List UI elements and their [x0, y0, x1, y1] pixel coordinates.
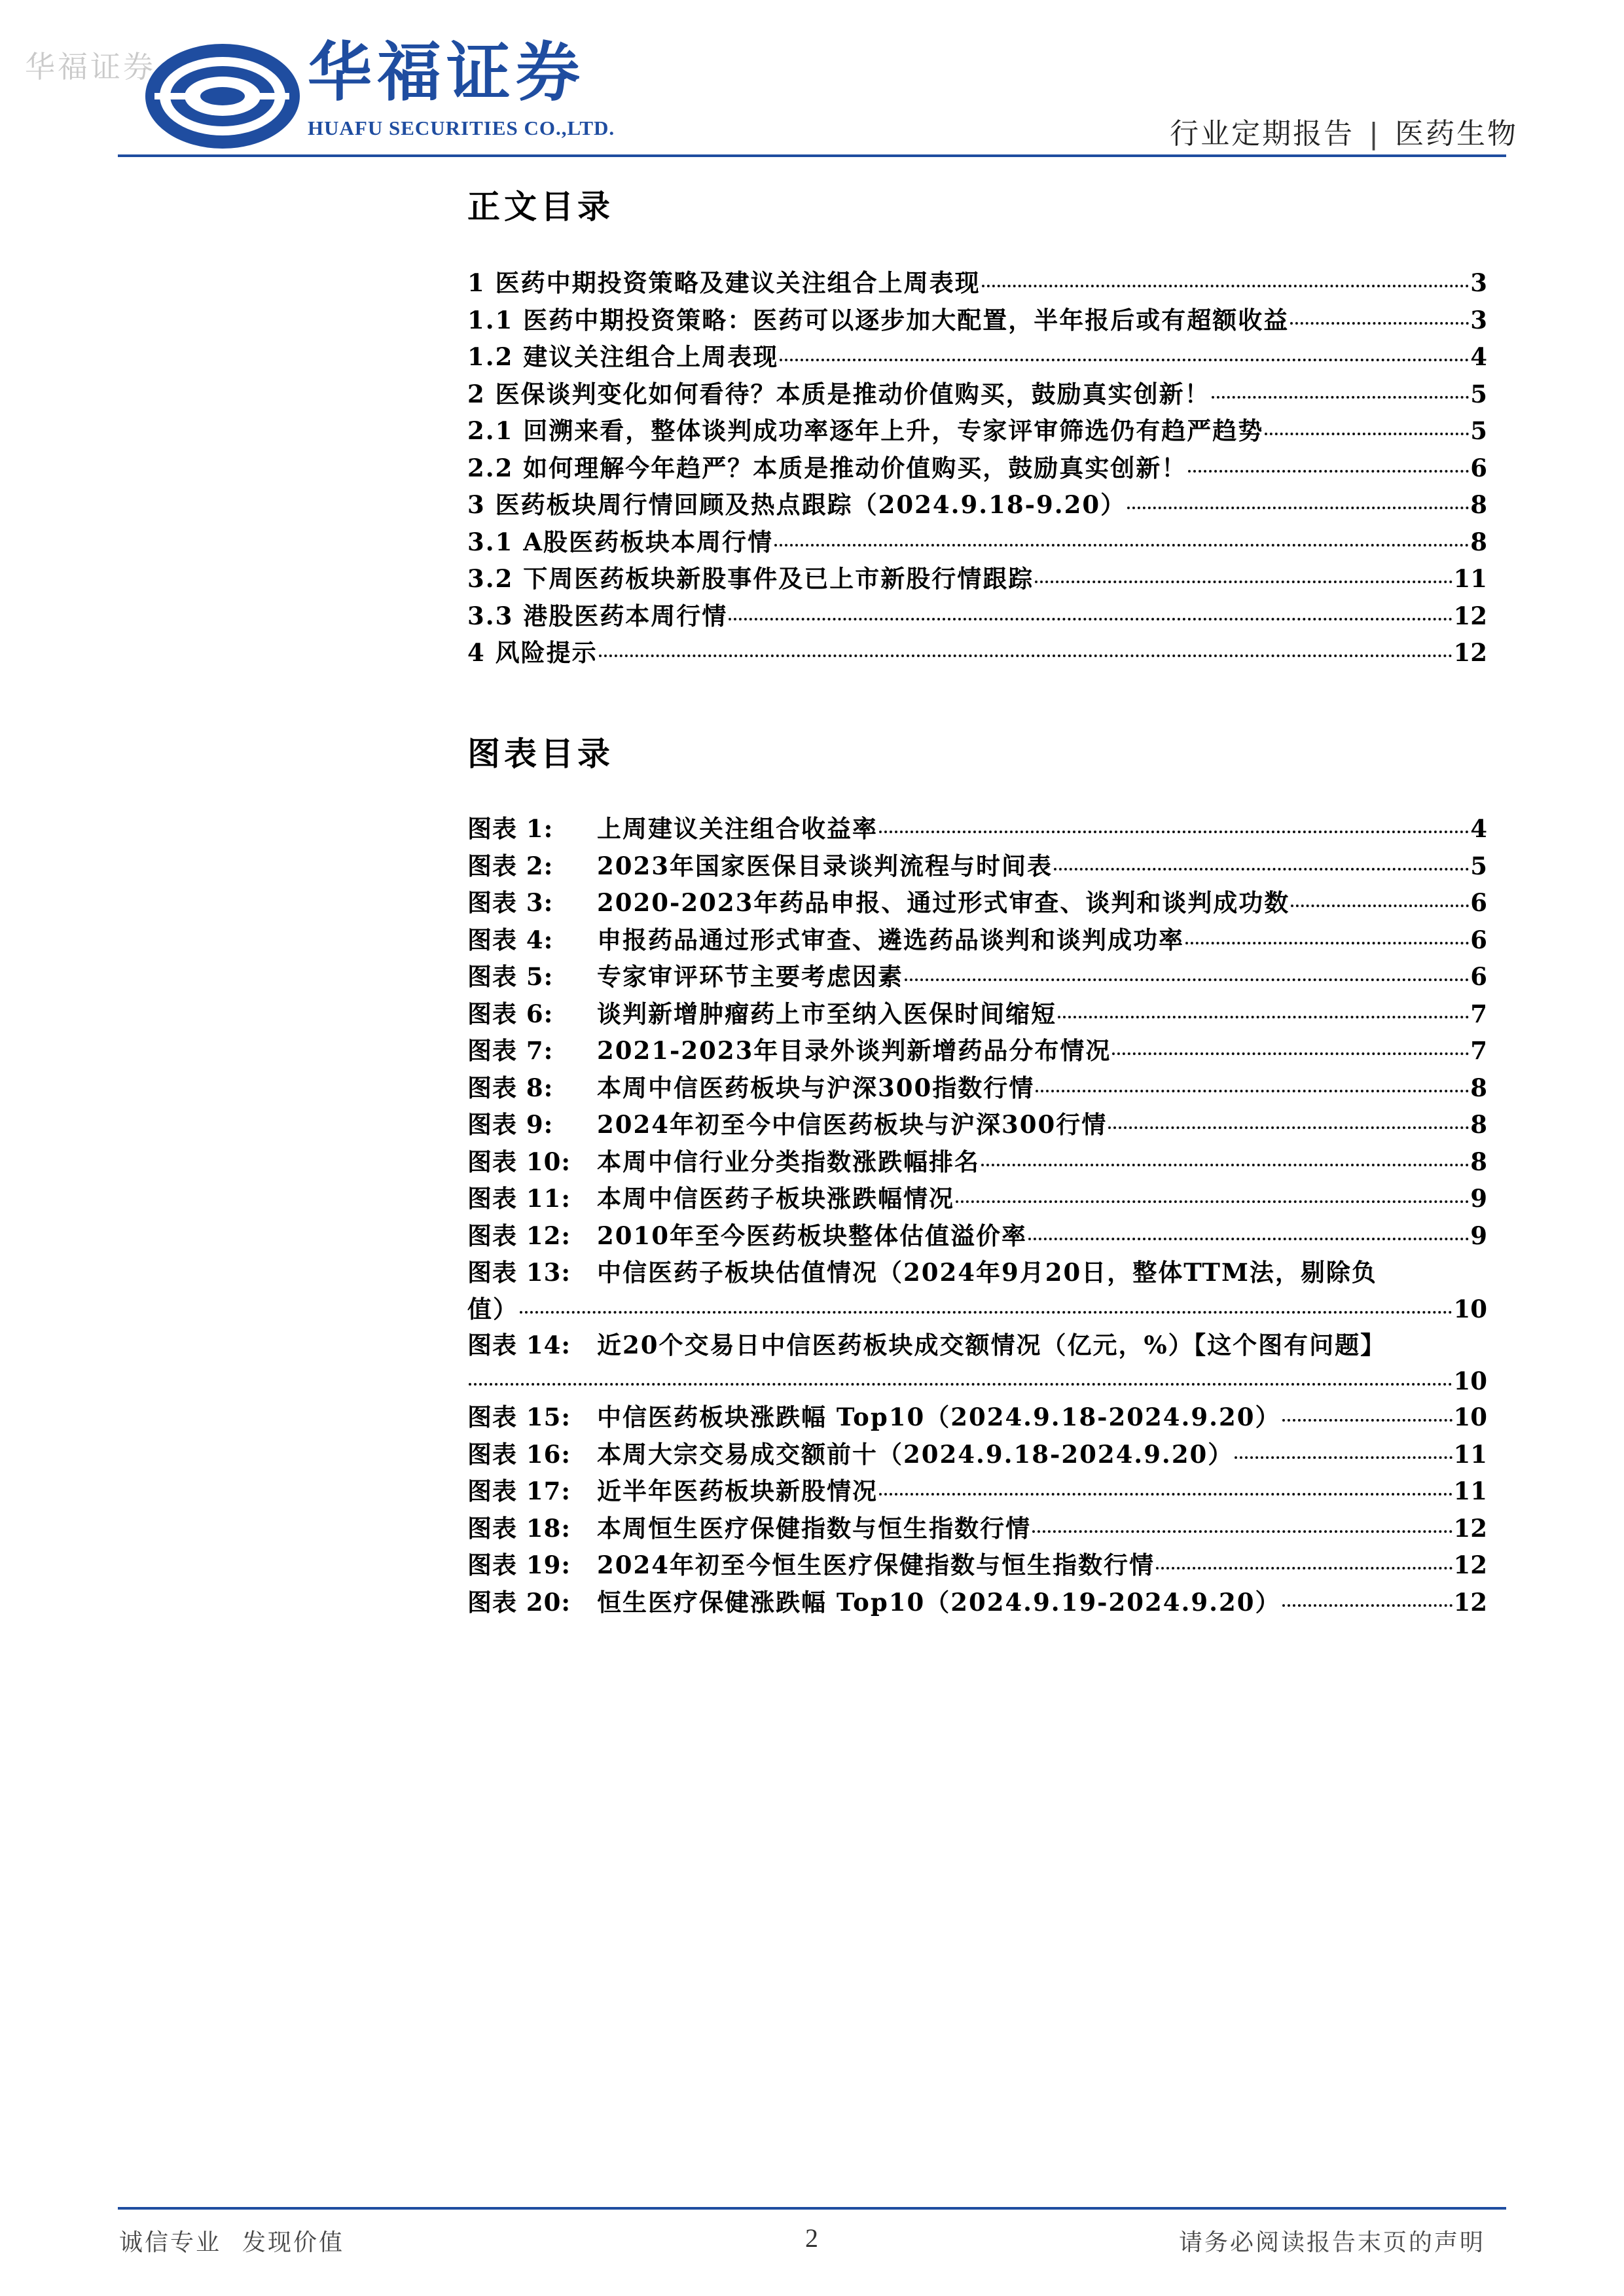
dot-leader — [599, 655, 1453, 657]
figure-title-continuation: 值） — [467, 1294, 518, 1323]
figure-title: 2024年初至今中信医药板块与沪深300行情 — [597, 1110, 1108, 1139]
toc-entry-label: 3.1 A股医药板块本周行情 — [467, 527, 773, 556]
dot-leader — [1108, 1126, 1469, 1129]
figure-number: 图表 20: — [467, 1587, 571, 1617]
dot-leader — [1054, 868, 1469, 870]
figure-title: 2024年初至今恒生医疗保健指数与恒生指数行情 — [597, 1551, 1155, 1579]
figure-page: 6 — [1470, 888, 1487, 917]
figure-number: 图表 16: — [467, 1439, 571, 1469]
dot-leader — [774, 544, 1469, 547]
footer-slogan — [119, 2224, 344, 2257]
figure-title: 2021-2023年目录外谈判新增药品分布情况 — [597, 1036, 1111, 1065]
figure-number: 图表 4: — [467, 925, 554, 954]
figure-page: 12 — [1453, 1587, 1487, 1617]
industry-label: 医药生物 — [1395, 117, 1518, 151]
toc-entry-page: 3 — [1470, 305, 1487, 334]
figures-heading: 图表目录 — [467, 735, 614, 773]
toc-entry-label: 4 风险提示 — [467, 638, 598, 667]
dot-leader — [1156, 1567, 1453, 1570]
figure-number: 图表 15: — [467, 1403, 571, 1431]
footer-disclaimer: 请务必阅读报告末页的声明 — [1178, 2229, 1485, 2256]
toc-heading: 正文目录 — [467, 188, 614, 226]
figure-entry[interactable] — [467, 922, 1487, 959]
figure-entry[interactable] — [467, 1143, 1487, 1181]
figure-title: 2020-2023年药品申报、通过形式审查、谈判和谈判成功数 — [597, 888, 1290, 917]
toc-entry[interactable] — [467, 412, 1487, 450]
toc-list — [467, 264, 1487, 672]
figure-page: 8 — [1470, 1147, 1487, 1176]
figure-entry[interactable] — [467, 1547, 1487, 1584]
report-category — [1170, 110, 1518, 152]
dot-leader — [1265, 433, 1469, 435]
dot-leader — [1188, 470, 1469, 473]
toc-entry-page: 3 — [1470, 268, 1487, 297]
dot-leader — [1127, 507, 1469, 509]
watermark: 华福证券 — [25, 49, 156, 84]
toc-entry-label: 2 医保谈判变化如何看待？本质是推动价值购买，鼓励真实创新！ — [467, 379, 1210, 408]
toc-entry-label: 2.2 如何理解今年趋严？本质是推动价值购买，鼓励真实创新！ — [467, 453, 1187, 482]
dot-leader — [1036, 1090, 1469, 1092]
dot-leader — [1185, 942, 1469, 944]
figure-entry-continuation[interactable] — [467, 1363, 1487, 1399]
toc-entry-page: 6 — [1470, 453, 1487, 482]
logo-english-name: HUAFU SECURITIES CO.,LTD. — [308, 117, 615, 139]
figure-page: 9 — [1470, 1184, 1487, 1213]
figure-title: 2023年国家医保目录谈判流程与时间表 — [597, 851, 1053, 880]
toc-entry-page: 8 — [1470, 490, 1487, 519]
figure-entry[interactable] — [467, 1436, 1487, 1473]
dot-leader — [1058, 1016, 1469, 1018]
figure-title: 近半年医药板块新股情况 — [597, 1477, 878, 1505]
figure-entry[interactable] — [467, 1217, 1487, 1255]
toc-entry[interactable] — [467, 598, 1487, 635]
toc-entry-label: 2.1 回溯来看，整体谈判成功率逐年上升，专家评审筛选仍有趋严趋势 — [467, 416, 1264, 445]
toc-entry[interactable] — [467, 264, 1487, 302]
dot-leader — [1212, 396, 1470, 399]
figure-entry[interactable] — [467, 1069, 1487, 1107]
header-separator: | — [1369, 117, 1380, 151]
footer-slogan-1: 诚信专业 — [119, 2229, 222, 2256]
toc-entry-page: 5 — [1470, 416, 1487, 445]
dot-leader — [1291, 905, 1469, 907]
figure-entry[interactable] — [467, 848, 1487, 885]
figure-entry[interactable] — [467, 884, 1487, 922]
dot-leader — [879, 831, 1469, 833]
toc-entry[interactable] — [467, 376, 1487, 413]
toc-entry-page: 12 — [1453, 601, 1487, 630]
figure-title: 近20个交易日中信医药板块成交额情况（亿元，%）【这个图有问题】 — [597, 1330, 1386, 1359]
figure-title: 2010年至今医药板块整体估值溢价率 — [597, 1221, 1027, 1250]
toc-entry-label: 1.1 医药中期投资策略：医药可以逐步加大配置，半年报后或有超额收益 — [467, 305, 1290, 334]
figure-entry[interactable] — [467, 1473, 1487, 1510]
figure-number: 图表 8: — [467, 1073, 554, 1102]
figure-number: 图表 12: — [467, 1221, 571, 1250]
dot-leader — [520, 1311, 1453, 1314]
figure-entry[interactable] — [467, 1399, 1487, 1436]
header-divider — [118, 154, 1506, 157]
dot-leader — [905, 978, 1469, 981]
dot-leader — [981, 1164, 1469, 1166]
dot-leader — [1028, 1238, 1469, 1240]
toc-entry-page: 12 — [1453, 638, 1487, 667]
figure-number: 图表 1: — [467, 814, 554, 843]
figure-number: 图表 13: — [467, 1258, 571, 1287]
page-number: 2 — [805, 2223, 818, 2253]
toc-entry[interactable] — [467, 338, 1487, 376]
figure-page: 7 — [1470, 1036, 1487, 1065]
figure-title: 中信医药子板块估值情况（2024年9月20日，整体TTM法，剔除负 — [597, 1258, 1377, 1287]
toc-entry[interactable] — [467, 524, 1487, 561]
figure-title: 恒生医疗保健涨跌幅 Top10（2024.9.19-2024.9.20） — [597, 1587, 1281, 1617]
figure-entry[interactable] — [467, 1510, 1487, 1547]
figure-number: 图表 3: — [467, 888, 554, 917]
figure-entry[interactable] — [467, 1254, 1487, 1291]
toc-entry[interactable] — [467, 560, 1487, 598]
dot-leader — [1282, 1419, 1453, 1422]
dot-leader — [1112, 1052, 1469, 1055]
figure-entry[interactable] — [467, 996, 1487, 1033]
toc-entry[interactable] — [467, 634, 1487, 672]
figure-entry[interactable] — [467, 1327, 1487, 1364]
figure-page: 8 — [1470, 1110, 1487, 1139]
dot-leader — [469, 1383, 1453, 1386]
figure-number: 图表 11: — [467, 1184, 571, 1213]
figure-page: 11 — [1453, 1477, 1487, 1505]
figure-title: 本周中信医药板块与沪深300指数行情 — [597, 1073, 1035, 1102]
figure-title: 本周恒生医疗保健指数与恒生指数行情 — [597, 1513, 1031, 1543]
figure-page: 12 — [1453, 1513, 1487, 1543]
figure-page: 10 — [1453, 1403, 1487, 1431]
toc-entry-page: 4 — [1470, 342, 1487, 371]
figure-page: 10 — [1453, 1294, 1487, 1323]
figure-entry[interactable] — [467, 1584, 1487, 1621]
figure-entry[interactable] — [467, 958, 1487, 996]
figure-number: 图表 19: — [467, 1551, 571, 1579]
figure-number: 图表 5: — [467, 962, 554, 991]
figure-page: 11 — [1453, 1439, 1487, 1469]
figure-page: 7 — [1470, 999, 1487, 1028]
figure-number: 图表 17: — [467, 1477, 571, 1505]
toc-entry-label: 1.2 建议关注组合上周表现 — [467, 342, 779, 371]
figure-page: 12 — [1453, 1551, 1487, 1579]
toc-entry-label: 3.3 港股医药本周行情 — [467, 601, 728, 630]
dot-leader — [1235, 1456, 1452, 1459]
figure-page: 6 — [1470, 925, 1487, 954]
dot-leader — [780, 359, 1469, 361]
figure-title: 本周中信行业分类指数涨跌幅排名 — [597, 1147, 980, 1176]
figure-page: 6 — [1470, 962, 1487, 991]
figure-entry[interactable] — [467, 810, 1487, 848]
toc-entry-label: 3.2 下周医药板块新股事件及已上市新股行情跟踪 — [467, 564, 1034, 593]
figure-page: 4 — [1470, 814, 1487, 843]
toc-entry[interactable] — [467, 302, 1487, 339]
figure-title: 专家审评环节主要考虑因素 — [597, 962, 903, 991]
figure-number: 图表 10: — [467, 1147, 571, 1176]
figure-entry[interactable] — [467, 1180, 1487, 1217]
figure-number: 图表 7: — [467, 1036, 554, 1065]
dot-leader — [1290, 322, 1469, 325]
figure-number: 图表 6: — [467, 999, 554, 1028]
figure-title: 本周中信医药子板块涨跌幅情况 — [597, 1184, 954, 1213]
dot-leader — [1282, 1604, 1453, 1607]
toc-entry-label: 3 医药板块周行情回顾及热点跟踪（2024.9.18-9.20） — [467, 490, 1127, 519]
figure-title: 谈判新增肿瘤药上市至纳入医保时间缩短 — [597, 999, 1056, 1028]
toc-entry[interactable] — [467, 450, 1487, 487]
dot-leader — [729, 618, 1452, 620]
figure-entry[interactable] — [467, 1106, 1487, 1143]
figure-page: 5 — [1470, 851, 1487, 880]
footer-divider — [118, 2207, 1506, 2210]
toc-entry-label: 1 医药中期投资策略及建议关注组合上周表现 — [467, 268, 981, 297]
dot-leader — [879, 1493, 1453, 1496]
figure-title: 中信医药板块涨跌幅 Top10（2024.9.18-2024.9.20） — [597, 1403, 1281, 1431]
figure-title: 本周大宗交易成交额前十（2024.9.18-2024.9.20） — [597, 1439, 1234, 1469]
figure-page: 9 — [1470, 1221, 1487, 1250]
toc-entry[interactable] — [467, 486, 1487, 524]
toc-entry-page: 11 — [1453, 564, 1487, 593]
figure-number: 图表 18: — [467, 1513, 571, 1543]
figures-list — [467, 810, 1487, 1621]
footer-slogan-2: 发现价值 — [242, 2229, 345, 2256]
logo-chinese-name: 华福证券 — [308, 35, 586, 110]
figure-number: 图表 2: — [467, 851, 554, 880]
figure-number: 图表 9: — [467, 1110, 554, 1139]
huafu-logo-icon — [143, 41, 302, 152]
toc-entry-page: 8 — [1470, 527, 1487, 556]
dot-leader — [982, 285, 1470, 287]
dot-leader — [1032, 1530, 1453, 1533]
dot-leader — [1035, 581, 1452, 583]
figure-page: 10 — [1453, 1367, 1487, 1395]
figure-page: 8 — [1470, 1073, 1487, 1102]
figure-number: 图表 14: — [467, 1330, 571, 1359]
figure-entry[interactable] — [467, 1032, 1487, 1069]
report-type-label: 行业定期报告 — [1170, 117, 1355, 151]
toc-entry-page: 5 — [1470, 379, 1487, 408]
dot-leader — [956, 1200, 1469, 1203]
figure-title: 申报药品通过形式审查、遴选药品谈判和谈判成功率 — [597, 925, 1184, 954]
figure-title: 上周建议关注组合收益率 — [597, 814, 878, 843]
figure-entry-continuation[interactable] — [467, 1291, 1487, 1327]
